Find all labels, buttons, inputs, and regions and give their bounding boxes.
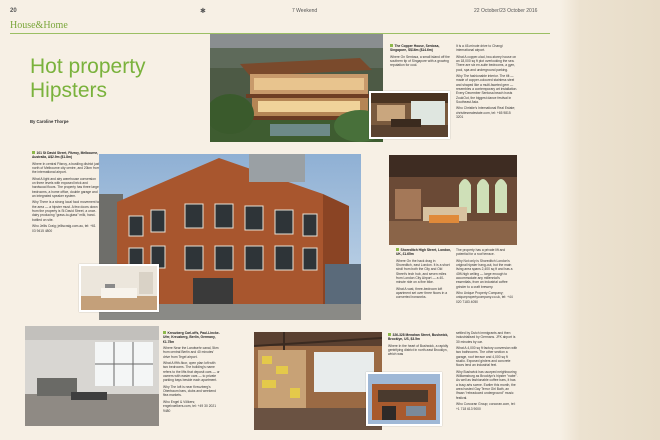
shoreditch-caption-col2 xyxy=(456,248,516,324)
copper-house-title: The Copper House, Sentosa, Singapore, S$16m ($14.6m) xyxy=(390,44,440,53)
bushwick-what: What A 4,000 sq ft factory conversion with two bathrooms. The other section a garage, roof terrace and 4,000 sq ft studio. Exposed girders and concrete floors lend an industrial feel. xyxy=(456,346,518,368)
fitzroy-interior-inset xyxy=(79,264,159,312)
issue-date: 22 October/23 October 2016 xyxy=(474,8,538,14)
bushwick-title: 326-328 Menahan Street, Bushwick, Brooklyn, US, $3.5m xyxy=(388,333,449,342)
bushwick-photo xyxy=(254,332,382,430)
fitzroy-where: Where In central Fitzroy, a bustling district just north of Melbourne city centre, and 20km from the international airport. xyxy=(32,161,100,175)
fitzroy-title: 101 St David Street, Fitzroy, Melbourne, Australia, A$2.9m ($1.8m) xyxy=(32,151,99,160)
copper-house-photo xyxy=(210,34,383,142)
copper-house-caption xyxy=(390,44,452,90)
shoreditch-title: Shoreditch High Street, London, UK, £1.65m xyxy=(396,248,452,257)
copper-house-why: Why The fashionable interior. The tilt — made of copper-coloured stainless steel and shaped like a multi-faceted gem — resembles a contemporary art installation. Every December Sentosa beach hosts ZoukOut, the biggest dance festival in Southeast Asia. xyxy=(456,74,518,105)
bushwick-why: Why Bushwick has usurped neighbouring Williamsburg as Brooklyn's hipster "nabe". As well as fashionable coffee bars, it has a busy arts scene. Earlier this month, the area hosted Gay Terror Girl Bath, an Ifraan "rebraduced underground" music festival. xyxy=(456,369,518,400)
fitzroy-who: Who Jellis Craig; jelliscraig.com.au, tel: +61 03 9415 4800 xyxy=(32,224,96,233)
copper-house-interior-inset xyxy=(369,91,450,139)
copper-house-airport: It is a 45-minute drive to Changi international airport. xyxy=(456,44,503,53)
berlin-where: Where Near the Landwehr canal, 5km from central Berlin and 40 minutes' drive from Tegel airport. xyxy=(163,346,219,359)
fitzroy-what: What A light and airy warehouse conversion on three levels with exposed brick and hardwood floors. The property has three large bedrooms, a home office, double garage and an integrated speaker system. xyxy=(32,176,99,199)
copper-house-who: Who Christie's International Real Estate; christiesrealestate.com, tel: +65 9815 3201 xyxy=(456,106,516,120)
copper-house-where: Where On Sentosa, a small island off the southern tip of Singapore with a growing reputation for cool. xyxy=(390,54,450,68)
shoreditch-where: Where On the hack drag in Shoreditch, east London. It is a short stroll from both the City and Old Street's tech hub, and seven miles from London City Airport — a 40-minute ride on a fine bike. xyxy=(396,258,450,285)
star-icon: ✱ xyxy=(200,8,206,15)
publication-name: 7 Weekend xyxy=(292,8,318,14)
berlin-what: What A fifth-floor, open plan loft with two bedrooms. The building's name refers to the lifts that deposit cars — or owners with easier cars — to private parking bays beside each apartment. xyxy=(163,361,220,383)
berlin-title: Kreuzberg Carl-offs, Paul-Lincke-Ufer, Kreuzberg, Berlin, Germany, €1.75m xyxy=(163,331,220,344)
page-fold-shadow xyxy=(560,0,660,440)
berlin-caption xyxy=(163,331,221,431)
bushwick-exterior-inset xyxy=(366,372,442,426)
berlin-who: Who Engel & Völkers; engelvoelkers.com, tel: +49 30 2021 9480 xyxy=(163,399,217,413)
headline-line1: Hot property xyxy=(30,55,146,78)
fitzroy-why: Why There is a strong local food movement to the area — a hipster must. A few doors down from the property is St David Street, a once-dairy producing "grass-to-glass" milk, hand-bottled on site. xyxy=(32,200,100,222)
shoreditch-what: What A vast, three-bedroom loft apartment set over three floors in a converted ironworks. xyxy=(396,286,448,300)
berlin-loft-photo xyxy=(25,326,159,426)
copper-house-caption-col2 xyxy=(456,44,518,152)
shoreditch-why: Why Not only is Shoreditch London's original hipster hang-out, but the main living area spans 2,400 sq ft and has a 40ft-high ceiling — large enough to accommodate any millennial's essentials, from an industrial coffee grinder to a craft brewery. xyxy=(456,258,513,289)
bushwick-history: settled by Dutch immigrants and then industrialised by Germans. JFK airport is 30 minutes by car. xyxy=(456,331,516,344)
page-number: 20 xyxy=(10,8,17,14)
bushwick-where: Where In the heart of Bushwick, a rapidly gentrifying district in north-east Brooklyn, which was xyxy=(388,343,449,357)
byline: By Caroline Thorpe xyxy=(30,119,69,124)
berlin-why: Why The loft is near Kreuzberg's Oberbaum bars, clubs and weekend flea markets. xyxy=(163,384,216,398)
shoreditch-who: Who Unique Property Company; uniquepropertycompany.co.uk, tel: +44 020 7183 4050 xyxy=(456,291,513,304)
shoreditch-lift: The property has a private lift and potential for a roof terrace. xyxy=(456,248,506,257)
section-title: House&Home xyxy=(10,20,68,31)
headline-line2: Hipsters xyxy=(30,79,108,102)
copper-house-what: What A copper-clad, two-storey house on an 18,000 sq ft plot overlooking the sea. There are six en-suite bedrooms, a gym, pool, spa and underground parking. xyxy=(456,54,517,72)
bushwick-caption-col2 xyxy=(456,331,518,437)
shoreditch-photo xyxy=(389,155,517,245)
bushwick-caption xyxy=(388,333,452,377)
bushwick-who: Who Corcoran Group; corcoran.com, tel: +1 718 613 9000 xyxy=(456,402,516,411)
